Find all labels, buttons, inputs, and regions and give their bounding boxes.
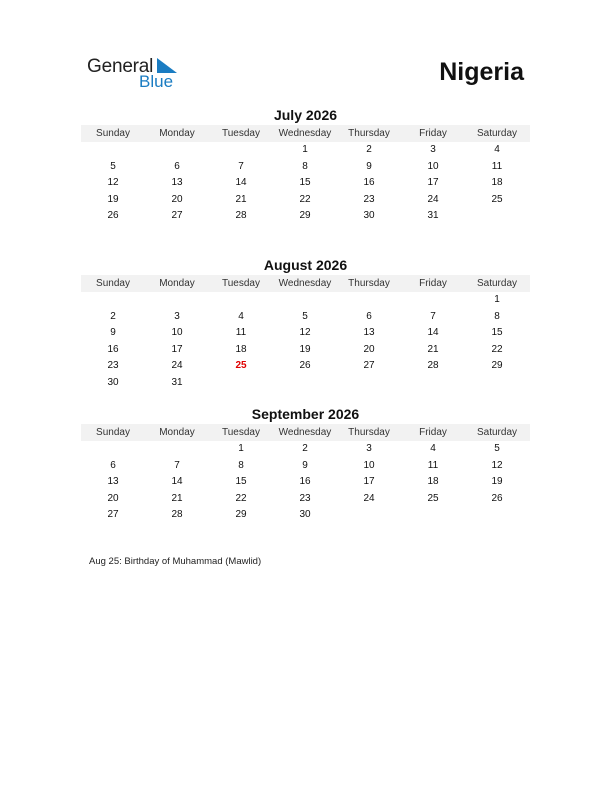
day-cell <box>465 507 529 524</box>
day-cell: 12 <box>491 459 503 471</box>
day-cell: 15 <box>491 327 503 339</box>
day-cell: 12 <box>107 177 119 189</box>
day-cell: 16 <box>363 177 375 189</box>
day-cell: 3 <box>174 310 180 322</box>
day-cell: 21 <box>171 492 183 504</box>
day-cell: 6 <box>174 160 180 172</box>
week-row <box>81 441 530 458</box>
day-cell <box>273 524 337 541</box>
week-row <box>81 142 530 159</box>
day-cell: 26 <box>491 492 503 504</box>
day-cell <box>337 524 401 541</box>
day-cell: 21 <box>235 193 247 205</box>
weekday-label: Sunday <box>96 427 130 438</box>
day-cell <box>401 507 465 524</box>
day-cell: 20 <box>171 193 183 205</box>
day-cell: 27 <box>107 509 119 521</box>
day-cell: 8 <box>238 459 244 471</box>
month-title: August 2026 <box>263 257 348 273</box>
weekday-label: Wednesday <box>278 278 332 289</box>
day-cell: 1 <box>302 144 308 155</box>
day-cell: 18 <box>491 177 503 189</box>
day-cell <box>209 292 273 309</box>
day-cell: 28 <box>171 509 183 521</box>
weekday-label: Monday <box>159 278 195 289</box>
week-row <box>81 507 530 524</box>
day-cell: 7 <box>430 310 436 322</box>
day-cell: 6 <box>366 310 372 322</box>
weekday-header-row <box>81 424 530 441</box>
logo-text-blue: Blue <box>139 72 174 91</box>
day-cell: 2 <box>110 310 116 322</box>
day-cell: 22 <box>299 193 311 205</box>
day-cell: 10 <box>363 459 375 471</box>
day-cell: 30 <box>107 376 119 388</box>
day-cell <box>81 225 145 242</box>
day-cell: 18 <box>427 476 439 488</box>
day-cell: 23 <box>107 360 119 372</box>
day-cell: 16 <box>107 343 119 355</box>
day-cell: 9 <box>302 459 308 471</box>
week-row <box>81 225 530 242</box>
day-cell: 11 <box>235 327 247 339</box>
day-cell: 29 <box>299 210 311 222</box>
day-cell: 5 <box>110 160 116 172</box>
day-cell: 27 <box>363 360 375 372</box>
day-cell: 13 <box>363 327 375 339</box>
day-cell <box>465 208 529 225</box>
country-title: Nigeria <box>439 58 524 86</box>
day-cell: 4 <box>238 310 244 322</box>
day-cell: 10 <box>427 160 439 172</box>
day-cell <box>273 375 337 392</box>
day-cell <box>401 375 465 392</box>
day-cell: 15 <box>299 177 311 189</box>
day-cell: 27 <box>171 210 183 222</box>
month-september <box>81 405 530 541</box>
logo-triangle-icon <box>155 58 177 73</box>
day-cell <box>273 225 337 242</box>
day-cell: 20 <box>363 343 375 355</box>
day-cell: 2 <box>302 443 308 454</box>
week-row <box>81 375 530 392</box>
week-row <box>81 458 530 475</box>
day-cell: 3 <box>430 144 436 155</box>
week-row <box>81 192 530 209</box>
day-cell: 31 <box>427 210 439 222</box>
holiday-note: Aug 25: Birthday of Muhammad (Mawlid) <box>89 556 262 567</box>
weekday-label: Friday <box>419 128 447 139</box>
weekday-label: Monday <box>159 427 195 438</box>
generalblue-logo <box>87 56 187 92</box>
day-cell: 29 <box>235 509 247 521</box>
day-cell: 19 <box>107 193 119 205</box>
day-cell <box>209 524 273 541</box>
weekday-label: Tuesday <box>222 427 260 438</box>
day-cell: 22 <box>491 343 503 355</box>
day-cell: 23 <box>299 492 311 504</box>
day-cell: 17 <box>171 343 183 355</box>
day-cell <box>465 225 529 242</box>
weekday-label: Saturday <box>476 278 518 289</box>
weekday-label: Friday <box>419 278 447 289</box>
day-cell <box>337 225 401 242</box>
day-cell: 24 <box>427 193 439 205</box>
week-row <box>81 358 530 375</box>
day-cell: 26 <box>107 210 119 222</box>
day-cell: 11 <box>427 459 439 471</box>
day-cell: 13 <box>171 177 183 189</box>
weekday-label: Tuesday <box>222 278 260 289</box>
day-cell <box>81 524 145 541</box>
weekday-label: Sunday <box>96 278 130 289</box>
weekday-header-row <box>81 125 530 142</box>
day-cell: 3 <box>366 443 372 454</box>
day-cell: 13 <box>107 476 119 488</box>
weekday-label: Tuesday <box>222 128 260 139</box>
day-cell: 6 <box>110 459 116 471</box>
day-cell <box>209 225 273 242</box>
day-cell: 2 <box>366 144 372 155</box>
day-cell: 14 <box>427 327 439 339</box>
week-row <box>81 474 530 491</box>
day-cell <box>145 441 209 458</box>
day-cell <box>465 375 529 392</box>
day-cell: 8 <box>302 160 308 172</box>
weekday-label: Thursday <box>348 427 390 438</box>
week-row <box>81 325 530 342</box>
day-cell: 16 <box>299 476 311 488</box>
day-cell: 8 <box>494 310 500 322</box>
day-cell <box>145 292 209 309</box>
day-cell: 1 <box>494 294 500 305</box>
weekday-label: Wednesday <box>278 128 332 139</box>
day-cell: 11 <box>491 160 503 172</box>
week-row <box>81 159 530 176</box>
day-cell: 31 <box>171 376 183 388</box>
day-cell: 7 <box>174 459 180 471</box>
day-cell: 4 <box>430 443 436 454</box>
day-cell <box>209 375 273 392</box>
weekday-label: Friday <box>419 427 447 438</box>
day-cell: 10 <box>171 327 183 339</box>
day-cell <box>145 524 209 541</box>
day-cell: 14 <box>171 476 183 488</box>
weekday-label: Monday <box>159 128 195 139</box>
week-row <box>81 524 530 541</box>
week-row <box>81 208 530 225</box>
day-cell: 29 <box>491 360 503 372</box>
day-cell: 9 <box>366 160 372 172</box>
day-cell <box>273 292 337 309</box>
day-cell: 19 <box>491 476 503 488</box>
day-cell: 18 <box>235 343 247 355</box>
day-cell <box>81 441 145 458</box>
week-row <box>81 342 530 359</box>
day-cell: 30 <box>363 210 375 222</box>
day-cell: 15 <box>235 476 247 488</box>
day-cell: 4 <box>494 144 500 155</box>
day-cell: 26 <box>299 360 311 372</box>
day-cell: 12 <box>299 327 311 339</box>
day-cell <box>337 375 401 392</box>
day-cell <box>145 225 209 242</box>
day-cell: 23 <box>363 193 375 205</box>
day-cell: 20 <box>107 492 119 504</box>
day-cell: 19 <box>299 343 311 355</box>
day-cell <box>81 292 145 309</box>
day-cell <box>209 142 273 159</box>
day-cell: 5 <box>494 443 500 454</box>
month-title: July 2026 <box>273 107 338 123</box>
weekday-label: Sunday <box>96 128 130 139</box>
day-cell <box>465 524 529 541</box>
holiday-day-cell: 25 <box>235 360 247 372</box>
logo-text-general: General <box>87 56 154 77</box>
day-cell <box>401 524 465 541</box>
day-cell: 5 <box>302 310 308 322</box>
day-cell: 17 <box>363 476 375 488</box>
day-cell: 25 <box>491 193 503 205</box>
day-cell: 28 <box>427 360 439 372</box>
weekday-label: Saturday <box>476 128 518 139</box>
weekday-label: Wednesday <box>278 427 332 438</box>
day-cell: 25 <box>427 492 439 504</box>
day-cell <box>145 142 209 159</box>
day-cell: 21 <box>427 343 439 355</box>
day-cell <box>81 142 145 159</box>
month-august <box>81 256 530 392</box>
week-row <box>81 175 530 192</box>
weekday-header-row <box>81 275 530 292</box>
week-row <box>81 309 530 326</box>
day-cell <box>337 292 401 309</box>
day-cell: 22 <box>235 492 247 504</box>
day-cell: 7 <box>238 160 244 172</box>
day-cell <box>401 225 465 242</box>
month-title: September 2026 <box>251 406 360 422</box>
week-row <box>81 491 530 508</box>
week-row <box>81 292 530 309</box>
day-cell: 30 <box>299 509 311 521</box>
day-cell: 1 <box>238 443 244 454</box>
day-cell: 24 <box>171 360 183 372</box>
day-cell: 24 <box>363 492 375 504</box>
day-cell <box>337 507 401 524</box>
day-cell <box>401 292 465 309</box>
weekday-label: Thursday <box>348 278 390 289</box>
month-july <box>81 106 530 242</box>
weekday-label: Thursday <box>348 128 390 139</box>
weekday-label: Saturday <box>476 427 518 438</box>
day-cell: 28 <box>235 210 247 222</box>
day-cell: 9 <box>110 327 116 339</box>
day-cell: 14 <box>235 177 247 189</box>
day-cell: 17 <box>427 177 439 189</box>
